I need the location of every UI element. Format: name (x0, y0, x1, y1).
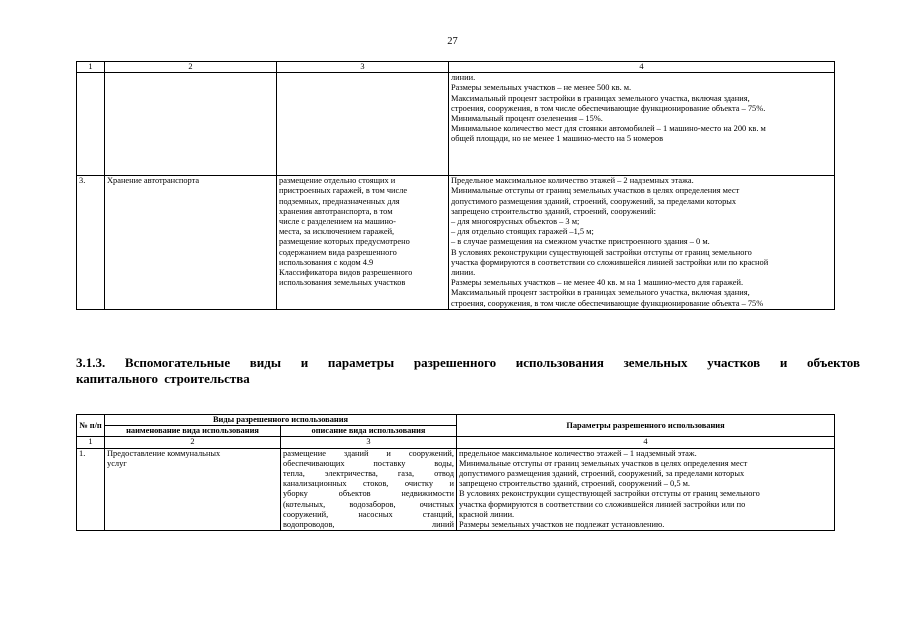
table-index-row (77, 437, 835, 448)
params-line: Размеры земельных участков – не менее 500 кв. м. (451, 83, 632, 93)
description-line: размещение зданий и сооружений, (283, 448, 455, 458)
description-line: водопроводов, линий (283, 520, 455, 530)
params-line: – для многоярусных объектов – 3 м; (451, 217, 580, 227)
index-cell: 1 (77, 437, 105, 448)
params-line: Минимальное количество мест для стоянки автомобилей – 1 машино-место на 200 кв. м (451, 124, 766, 134)
params-line: Максимальный процент застройки в границах земельного участка, включая здания, (451, 93, 750, 103)
section-heading-line: капитального строительства (76, 371, 250, 386)
description-line: размещение отдельно стоящих и (279, 176, 396, 186)
land-use-table-continued (76, 61, 835, 310)
params-line: Размеры земельных участков не подлежат установлению. (459, 520, 665, 530)
params-line: Максимальный процент застройки в границах земельного участка, включая здания, (451, 288, 750, 298)
sub-name-header: наименование вида использования (105, 426, 281, 437)
sub-desc-header: описание вида использования (281, 426, 457, 437)
num-cell (77, 73, 105, 176)
table-index-row (77, 62, 835, 73)
params-line: Размеры земельных участков – не менее 40 кв. м на 1 машино-место для гаражей. (451, 278, 744, 288)
params-line: общей площади, но не менее 1 машино-место на 5 номеров (451, 134, 664, 144)
description-line: Классификатора видов разрешенного (279, 268, 413, 278)
params-cell (449, 73, 835, 176)
description-cell (281, 448, 457, 531)
params-line: – в случае размещения на смежном участке пристроенного здания – 0 м. (451, 237, 710, 247)
params-line: запрещено строительство зданий, строений, сооружений: (451, 206, 656, 216)
description-line: числе с разделением на машино- (279, 217, 396, 227)
auxiliary-uses-table (76, 414, 835, 531)
params-line: предельное максимальное количество этажей – 1 надземный этаж. (459, 448, 697, 458)
params-line: участка формируются в соответствии со сложившейся линией застройки или по (459, 499, 746, 509)
params-line: Минимальный процент озеленения – 15%. (451, 114, 603, 124)
params-line: В условиях реконструкции существующей застройки отступы от границ земельного (451, 247, 752, 257)
description-line: подземных, предназначенных для (279, 196, 400, 206)
num-cell: 3. (77, 176, 105, 310)
name-line: услуг (107, 458, 127, 468)
params-line: Минимальные отступы от границ земельных участков в целях определения мест (459, 458, 748, 468)
col-num-header: № п/п (77, 415, 105, 437)
description-line: содержанием вида разрешенного (279, 247, 397, 257)
params-cell (449, 176, 835, 310)
group-header: Виды разрешенного использования (105, 415, 457, 426)
params-line: участка формируются в соответствии со сложившейся линией застройки или по красной (451, 257, 769, 267)
params-line: В условиях реконструкции существующей застройки отступы от границ земельного (459, 489, 760, 499)
index-cell: 4 (457, 437, 835, 448)
table-header-row (77, 415, 835, 426)
description-line: места, за исключением гаражей, (279, 227, 395, 237)
params-line: красной линии. (459, 509, 515, 519)
description-line: использования с кодом 4.9 (279, 257, 374, 267)
params-line: – для отдельно стоящих гаражей –1,5 м; (451, 227, 594, 237)
params-line: линии. (451, 268, 476, 278)
params-line: запрещено строительство зданий, строений, сооружений – 0,5 м. (459, 479, 691, 489)
params-line: линии. (451, 73, 476, 83)
description-line: хранения автотранспорта, в том (279, 206, 393, 216)
page-number: 27 (447, 36, 458, 47)
description-line: (котельных, водозаборов, очистных (283, 499, 455, 509)
params-line: допустимого размещения зданий, строений, сооружений, за пределами которых (451, 196, 737, 206)
description-cell (277, 73, 449, 176)
index-cell: 2 (105, 437, 281, 448)
name-cell: Хранение автотранспорта (105, 176, 277, 310)
params-line: строения, сооружения, в том числе обеспечивающие функционирование объекта – 75%. (451, 103, 766, 113)
params-line: допустимого размещения зданий, строений, сооружений, за пределами которых (459, 469, 745, 479)
description-line: уборку объектов недвижимости (283, 489, 455, 499)
index-cell: 4 (449, 62, 835, 73)
params-line: строения, сооружения, в том числе обеспечивающие функционирование объекта – 75% (451, 298, 764, 308)
params-header: Параметры разрешенного использования (457, 415, 835, 437)
params-line: Предельное максимальное количество этажей – 2 надземных этажа. (451, 176, 694, 186)
description-line: тепла, электричества, газа, отвод (283, 469, 455, 479)
params-line: Минимальные отступы от границ земельных участков в целях определения мест (451, 186, 740, 196)
index-cell: 3 (281, 437, 457, 448)
name-line: Предоставление коммунальных (107, 448, 221, 458)
description-line: использования земельных участков (279, 278, 406, 288)
index-cell: 1 (77, 62, 105, 73)
description-line: размещение которых предусмотрено (279, 237, 410, 247)
params-cell (457, 448, 835, 531)
table-row (77, 73, 835, 176)
table-row (77, 176, 835, 310)
table-row (77, 448, 835, 531)
description-line: канализационных стоков, очистку и (283, 479, 455, 489)
section-heading-line: 3.1.3. Вспомогательные виды и параметры разрешенного использования земельных участков и объектов (76, 355, 860, 370)
description-line: обеспечивающих поставку воды, (283, 458, 455, 468)
description-cell (277, 176, 449, 310)
name-cell (105, 448, 281, 531)
name-cell (105, 73, 277, 176)
description-line: пристроенных гаражей, в том числе (279, 186, 408, 196)
section-heading (76, 355, 860, 387)
num-cell: 1. (77, 448, 105, 531)
description-line: сооружений, насосных станций, (283, 509, 455, 519)
index-cell: 2 (105, 62, 277, 73)
index-cell: 3 (277, 62, 449, 73)
